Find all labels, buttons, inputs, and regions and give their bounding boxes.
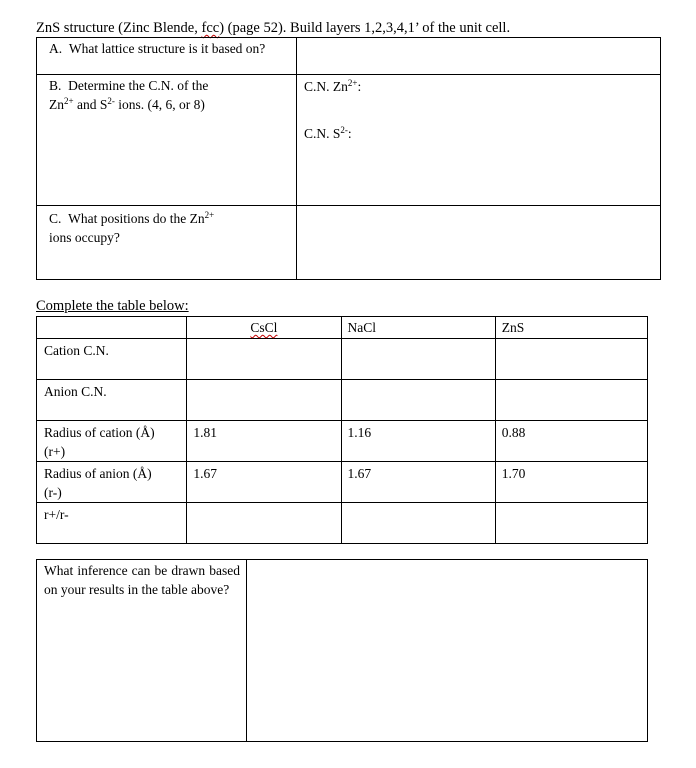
row-label: Cation C.N. (37, 339, 187, 380)
question-c-cell (37, 206, 297, 280)
row-cation-cn (37, 339, 648, 380)
question-c-letter: C. (49, 211, 62, 226)
inference-row (37, 560, 648, 742)
question-c-row (37, 206, 661, 280)
cell-zns-anion-cn[interactable] (495, 380, 647, 421)
row-label: r+/r- (37, 503, 187, 544)
row-label: Anion C.N. (37, 380, 187, 421)
cell-zns-cation-radius: 0.88 (495, 421, 647, 462)
cn-s-colon: : (347, 126, 352, 141)
cn-zn-charge: 2+ (347, 78, 358, 88)
cell-nacl-ratio[interactable] (341, 503, 495, 544)
question-a-body: What lattice structure is it based on? (68, 41, 266, 56)
header-nacl: NaCl (341, 317, 495, 339)
inference-table (36, 559, 648, 742)
question-b-text (37, 75, 296, 114)
cell-nacl-anion-cn[interactable] (341, 380, 495, 421)
cell-nacl-cation-radius: 1.16 (341, 421, 495, 462)
cell-zns-ratio[interactable] (495, 503, 647, 544)
answer-c-cell[interactable] (297, 206, 661, 280)
inference-question: What inference can be drawn based on your results in the table above? (37, 560, 247, 742)
row-label (37, 462, 187, 503)
header-cscl (187, 317, 341, 339)
title-fcc: fcc (201, 20, 220, 36)
row-label-main: Radius of anion (Å) (44, 466, 152, 481)
question-c-line1: What positions do the Zn (68, 211, 205, 226)
zn-symbol: Zn (49, 97, 64, 112)
s-charge: 2- (107, 96, 115, 106)
cn-zn-text: C.N. Zn (304, 79, 348, 94)
worksheet-title (36, 20, 510, 37)
zn-charge: 2+ (64, 96, 74, 106)
cell-zns-cation-cn[interactable] (495, 339, 647, 380)
and-s-symbol: and S (73, 97, 108, 112)
question-b-rest: ions. (4, 6, or 8) (114, 97, 205, 112)
question-c-line2: ions occupy? (49, 230, 120, 245)
comparison-header-row (37, 317, 648, 339)
cn-zn-colon: : (357, 79, 362, 94)
row-label-sub: (r-) (44, 485, 62, 500)
cn-s-charge: 2- (340, 125, 348, 135)
header-zns: ZnS (495, 317, 647, 339)
question-b-row (37, 75, 661, 206)
row-anion-radius (37, 462, 648, 503)
cell-cscl-anion-cn[interactable] (187, 380, 341, 421)
row-radius-ratio (37, 503, 648, 544)
question-a-text (37, 38, 296, 58)
question-a-row (37, 38, 661, 75)
answer-b-cell[interactable] (297, 75, 661, 206)
question-c-charge: 2+ (204, 210, 215, 220)
cell-nacl-cation-cn[interactable] (341, 339, 495, 380)
cn-s-text: C.N. S (304, 126, 341, 141)
cell-zns-anion-radius: 1.70 (495, 462, 647, 503)
cell-cscl-anion-radius: 1.67 (187, 462, 341, 503)
question-b-line1: Determine the C.N. of the (68, 78, 209, 93)
inference-answer[interactable] (247, 560, 648, 742)
complete-table-label: Complete the table below: (36, 298, 189, 314)
cn-s-label (297, 122, 660, 143)
question-c-text (37, 206, 296, 247)
question-a-letter: A. (49, 41, 63, 56)
cn-zn-label (297, 75, 660, 96)
question-a-cell (37, 38, 297, 75)
cell-nacl-anion-radius: 1.67 (341, 462, 495, 503)
comparison-table (36, 316, 648, 544)
title-suffix: ) (page 52). Build layers 1,2,3,4,1’ of the unit cell. (219, 20, 511, 36)
row-label (37, 421, 187, 462)
header-cscl-text: CsCl (250, 320, 278, 335)
row-label-main: Radius of cation (Å) (44, 425, 155, 440)
cell-cscl-cation-cn[interactable] (187, 339, 341, 380)
row-anion-cn (37, 380, 648, 421)
question-b-letter: B. (49, 78, 62, 93)
row-cation-radius (37, 421, 648, 462)
header-blank (37, 317, 187, 339)
title-prefix: ZnS structure (Zinc Blende, (36, 20, 202, 36)
answer-a-cell[interactable] (297, 38, 661, 75)
question-b-cell (37, 75, 297, 206)
cell-cscl-ratio[interactable] (187, 503, 341, 544)
questions-table (36, 37, 661, 280)
row-label-sub: (r+) (44, 444, 66, 459)
cell-cscl-cation-radius: 1.81 (187, 421, 341, 462)
